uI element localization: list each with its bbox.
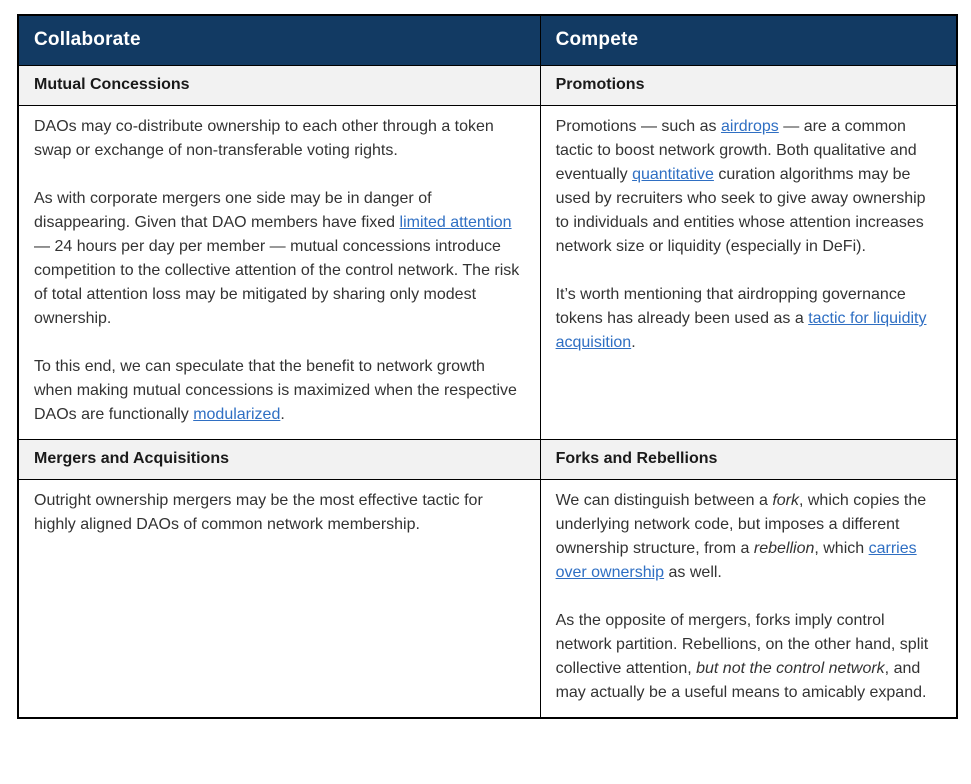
italic-text: fork (772, 492, 799, 509)
paragraph (34, 355, 525, 427)
text-run: Promotions — such as (555, 118, 721, 135)
body-row-1 (18, 106, 957, 440)
paragraph (556, 609, 941, 705)
text-link[interactable]: limited attention (399, 214, 512, 231)
cell-forks-and-rebellions (540, 480, 957, 719)
text-run: To this end, we can speculate that the benefit to network growth when making mutual concessions is maximized when the respective DAOs are functionally (34, 358, 517, 423)
text-run: — are a common tactic to boost network growth. Both qualitative and eventually (555, 118, 917, 183)
paragraph (556, 489, 941, 585)
text-run: , which copies the underlying network code, but imposes a different ownership structure, from a (555, 492, 927, 557)
subheader-mergers-and-acquisitions: Mergers and Acquisitions (18, 440, 540, 480)
cell-mergers-and-acquisitions (18, 480, 540, 719)
text-link[interactable]: airdrops (720, 118, 779, 135)
text-run: . (280, 406, 285, 423)
text-link[interactable]: tactic for liquidity acquisition (555, 310, 927, 351)
text-run: As with corporate mergers one side may be in danger of disappearing. Given that DAO members have fixed (34, 190, 432, 231)
text-run: We can distinguish between a (555, 492, 773, 509)
text-run: DAOs may co-distribute ownership to each other through a token swap or exchange of non-transferable voting rights. (34, 118, 494, 159)
text-link[interactable]: carries over ownership (555, 540, 917, 581)
paragraph (556, 283, 941, 355)
text-run: , which (814, 540, 869, 557)
text-run: As the opposite of mergers, forks imply control network partition. Rebellions, on the other hand, split collective attention, (555, 612, 929, 677)
paragraph (34, 489, 525, 537)
text-link[interactable]: quantitative (632, 166, 714, 183)
table-header-row (18, 15, 957, 66)
text-run: , and may actually be a useful means to amicably expand. (555, 660, 927, 701)
text-run: curation algorithms may be used by recruiters who seek to give away ownership to individuals and entities whose attention increases network size or liquidity (especially in DeFi). (555, 166, 926, 255)
subheader-row-1 (18, 66, 957, 106)
cell-promotions (540, 106, 957, 440)
column-header-collaborate: Collaborate (18, 15, 540, 66)
paragraph (34, 115, 525, 163)
paragraph (556, 115, 941, 259)
text-run: — 24 hours per day per member — mutual concessions introduce competition to the collective attention of the control network. The risk of total attention loss may be mitigated by sharing only modest ownership. (34, 238, 520, 327)
subheader-forks-and-rebellions: Forks and Rebellions (540, 440, 957, 480)
text-run: It’s worth mentioning that airdropping governance tokens has already been used as a (555, 286, 906, 327)
cell-mutual-concessions (18, 106, 540, 440)
italic-text: but not the control network (696, 660, 885, 677)
text-run: . (631, 334, 636, 351)
subheader-mutual-concessions: Mutual Concessions (18, 66, 540, 106)
italic-text: rebellion (753, 540, 815, 557)
paragraph (34, 187, 525, 331)
collaborate-compete-table (17, 14, 958, 719)
text-link[interactable]: modularized (193, 406, 281, 423)
body-row-2 (18, 480, 957, 719)
subheader-row-2 (18, 440, 957, 480)
text-run: Outright ownership mergers may be the most effective tactic for highly aligned DAOs of common network membership. (34, 492, 483, 533)
text-run: as well. (664, 564, 722, 581)
column-header-compete: Compete (540, 15, 957, 66)
subheader-promotions: Promotions (540, 66, 957, 106)
